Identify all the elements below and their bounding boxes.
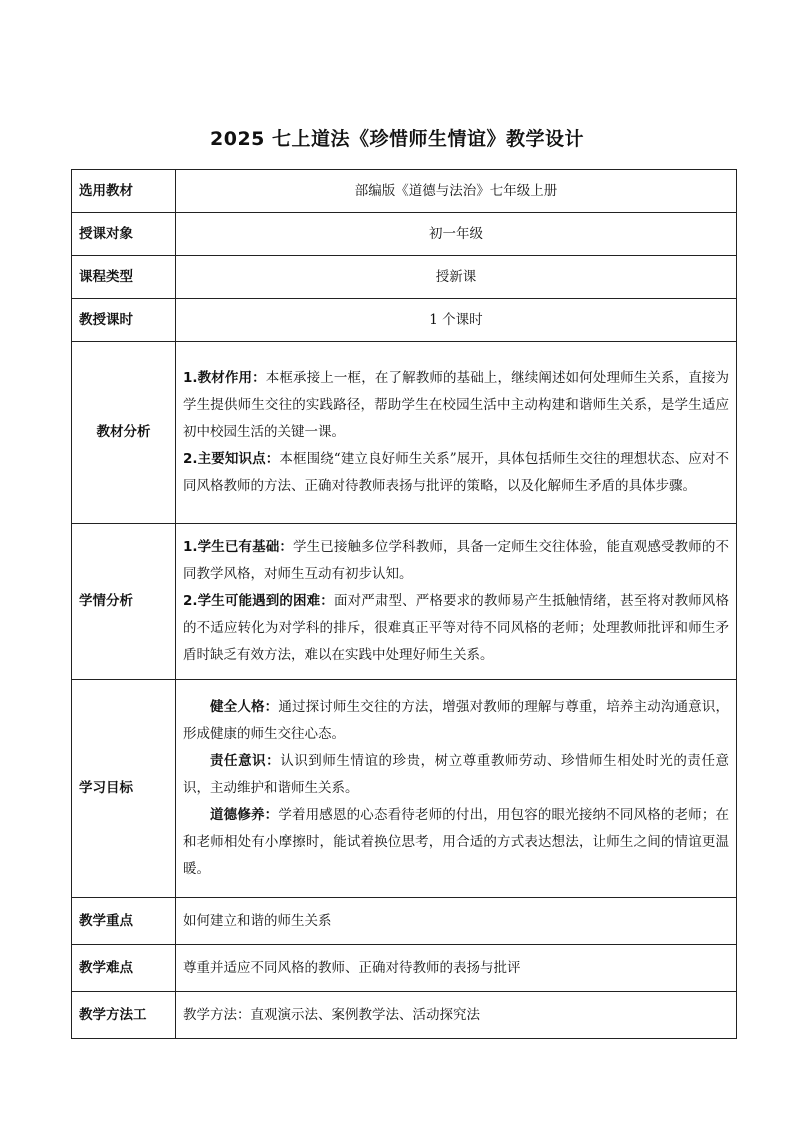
row-label: 学情分析	[72, 524, 176, 680]
paragraph-text: 学生已接触多位学科教师，具备一定师生交往体验，能直观感受教师的不同教学风格，对师生互动有初步认知。	[183, 539, 729, 582]
row-value: 部编版《道德与法治》七年级上册	[176, 170, 737, 213]
row-value	[176, 342, 737, 524]
row-value: 1 个课时	[176, 299, 737, 342]
table-row-textbook	[72, 170, 737, 213]
row-label: 教材分析	[72, 342, 176, 524]
row-label: 学习目标	[72, 680, 176, 898]
paragraph-heading: 1.学生已有基础：	[183, 539, 294, 555]
row-label: 选用教材	[72, 170, 176, 213]
table-row-methods	[72, 992, 737, 1039]
table-row-audience	[72, 213, 737, 256]
paragraph-heading: 2.主要知识点：	[183, 451, 280, 467]
paragraph	[183, 446, 729, 500]
paragraph-heading: 健全人格：	[210, 699, 279, 715]
row-label: 授课对象	[72, 213, 176, 256]
table-row-learners	[72, 524, 737, 680]
table-row-hours	[72, 299, 737, 342]
paragraph-text: 面对严肃型、严格要求的教师易产生抵触情绪，甚至将对教师风格的不适应转化为对学科的排斥，很难真正平等对待不同风格的老师；处理教师批评和师生矛盾时缺乏有效方法，难以在实践中处理好师生关系。	[183, 593, 730, 663]
paragraph-heading: 责任意识：	[210, 753, 281, 769]
row-value	[176, 524, 737, 680]
row-label: 课程类型	[72, 256, 176, 299]
row-value: 如何建立和谐的师生关系	[176, 898, 737, 945]
paragraph-text: 本框承接上一框，在了解教师的基础上，继续阐述如何处理师生关系，直接为学生提供师生交往的实践路径，帮助学生在校园生活中主动构建和谐师生关系，是学生适应初中校园生活的关键一课。	[183, 370, 730, 440]
table-row-key-points	[72, 898, 737, 945]
row-value: 教学方法：直观演示法、案例教学法、活动探究法	[176, 992, 737, 1039]
row-label: 教学方法工	[72, 992, 176, 1039]
paragraph	[183, 365, 729, 446]
paragraph-text: 认识到师生情谊的珍贵，树立尊重教师劳动、珍惜师生相处时光的责任意识，主动维护和谐师生关系。	[183, 753, 730, 796]
paragraph	[183, 588, 729, 669]
row-value: 尊重并适应不同风格的教师、正确对待教师的表扬与批评	[176, 945, 737, 992]
paragraph-heading: 1.教材作用：	[183, 370, 266, 386]
row-label: 教授课时	[72, 299, 176, 342]
lesson-plan-table	[71, 169, 737, 1039]
row-label: 教学重点	[72, 898, 176, 945]
row-value: 授新课	[176, 256, 737, 299]
paragraph-heading: 2.学生可能遇到的困难：	[183, 593, 334, 609]
paragraph	[183, 534, 729, 588]
paragraph-heading: 道德修养：	[210, 807, 279, 823]
row-value: 初一年级	[176, 213, 737, 256]
document-title: 2025 七上道法《珍惜师生情谊》教学设计	[210, 128, 584, 150]
table-row-type	[72, 256, 737, 299]
paragraph	[183, 694, 729, 748]
paragraph	[183, 802, 729, 883]
table-row-goals	[72, 680, 737, 898]
table-row-difficulties	[72, 945, 737, 992]
paragraph-text: 本框围绕“建立良好师生关系”展开，具体包括师生交往的理想状态、应对不同风格教师的方法、正确对待教师表扬与批评的策略，以及化解师生矛盾的具体步骤。	[183, 451, 729, 494]
paragraph-text: 学着用感恩的心态看待老师的付出，用包容的眼光接纳不同风格的老师；在和老师相处有小摩擦时，能试着换位思考，用合适的方式表达想法，让师生之间的情谊更温暖。	[183, 807, 730, 877]
paragraph	[183, 748, 729, 802]
row-label: 教学难点	[72, 945, 176, 992]
row-value	[176, 680, 737, 898]
paragraph-text: 通过探讨师生交往的方法，增强对教师的理解与尊重，培养主动沟通意识，形成健康的师生交往心态。	[183, 699, 730, 742]
table-row-analysis	[72, 342, 737, 524]
